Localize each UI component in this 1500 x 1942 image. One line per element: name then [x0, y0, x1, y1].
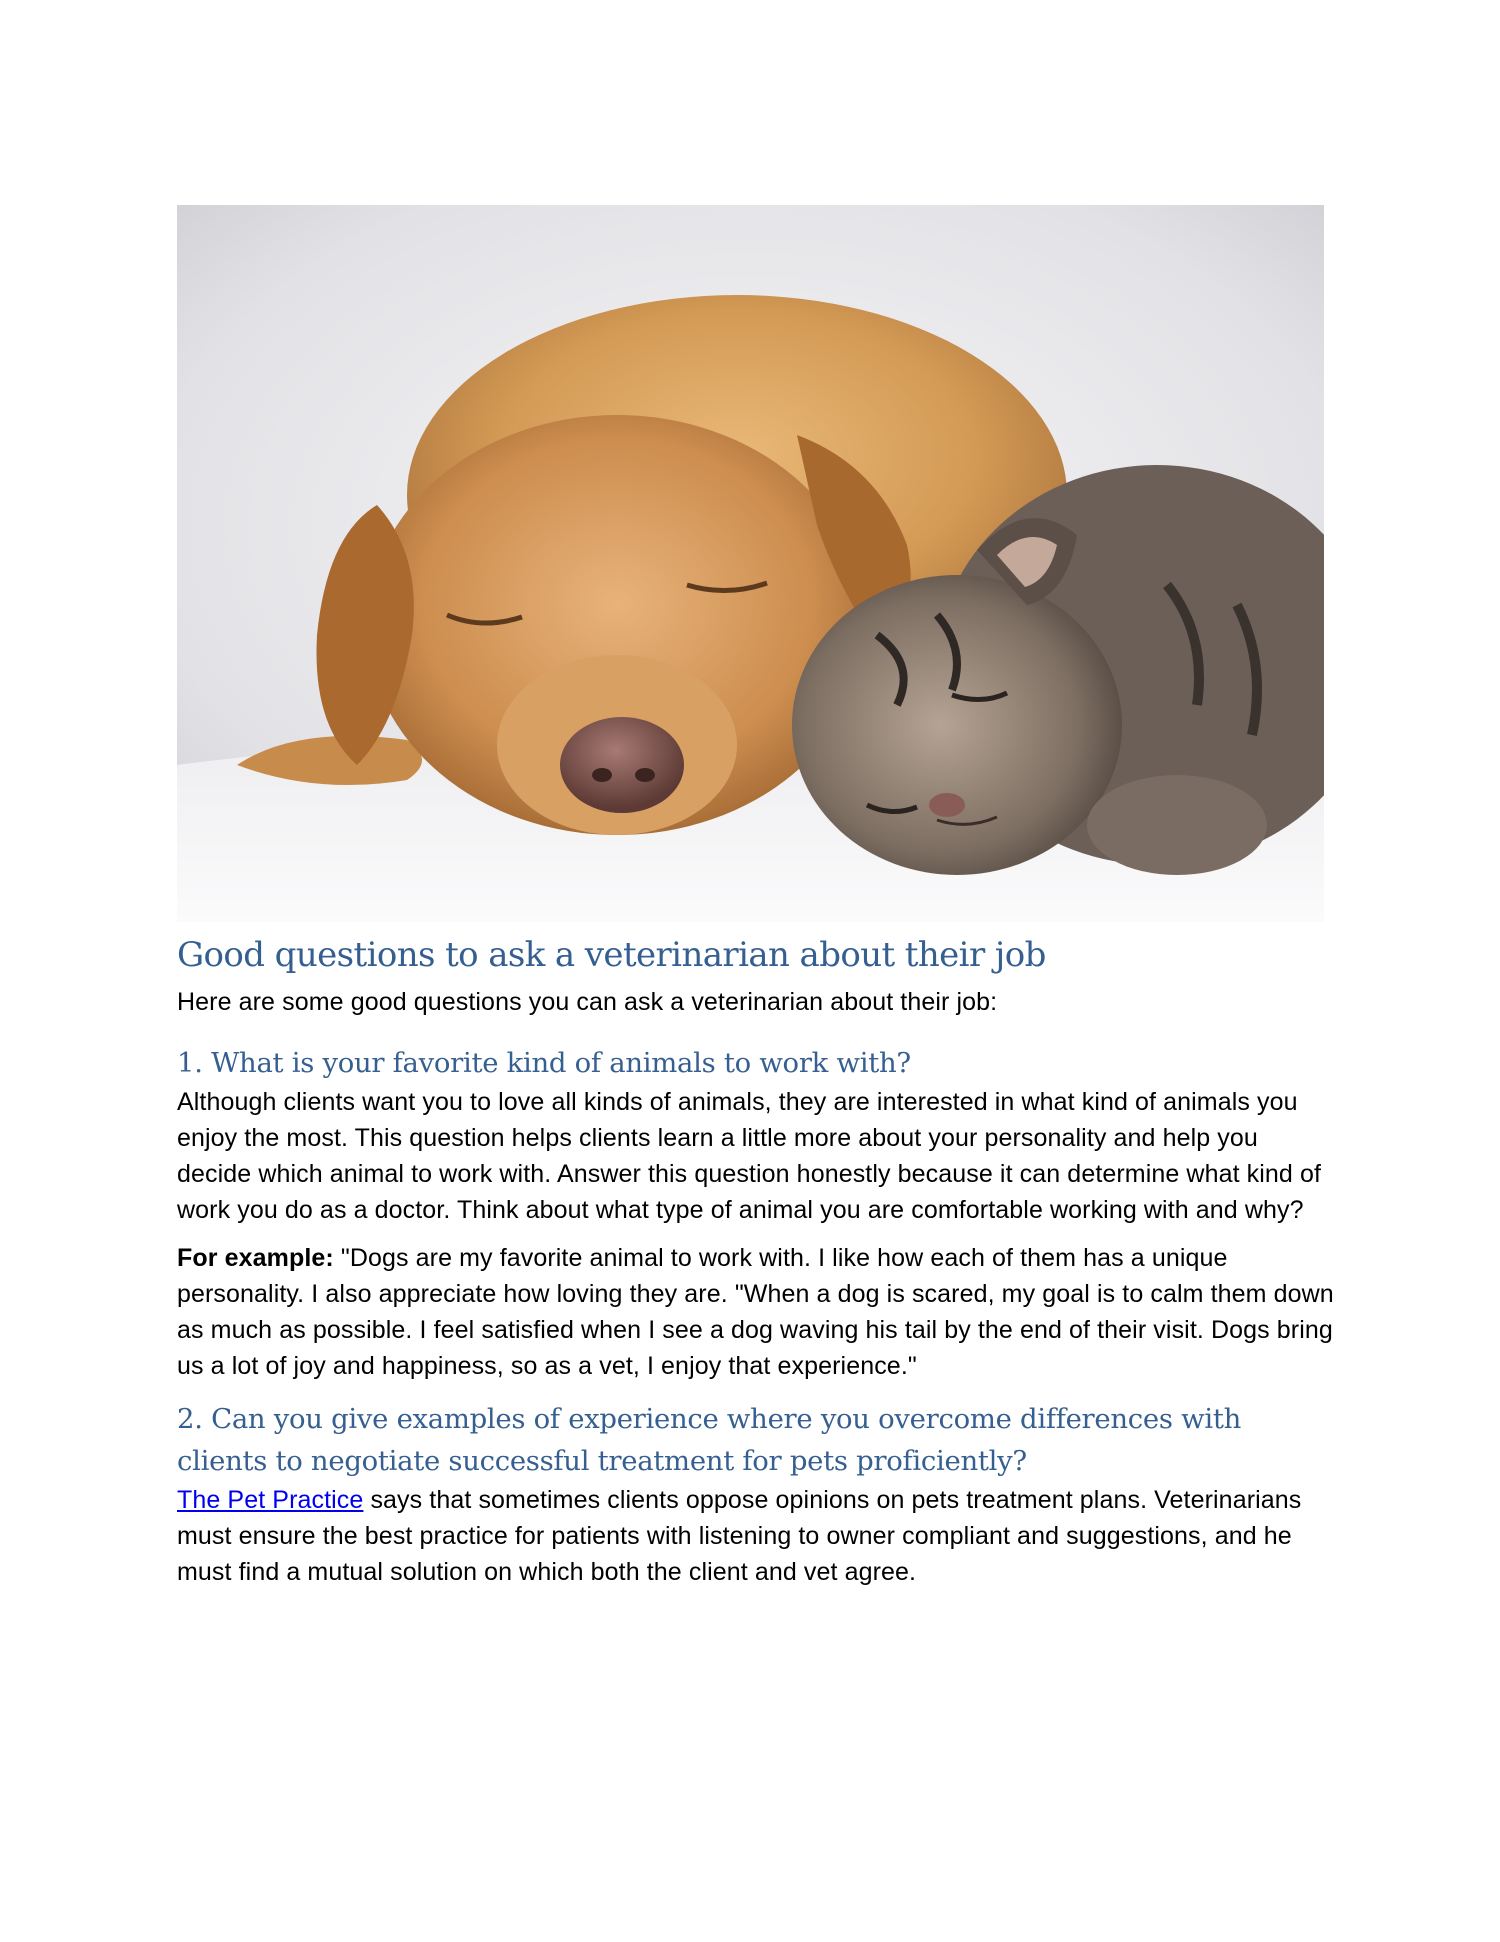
question-2-paragraph — [177, 1482, 1337, 1590]
puppy-kitten-photo — [177, 205, 1324, 922]
article-title: Good questions to ask a veterinarian about their job — [177, 935, 1046, 975]
question-1-heading: 1. What is your favorite kind of animals to work with? — [177, 1047, 911, 1079]
article-content — [177, 926, 1337, 1590]
article-intro: Here are some good questions you can ask a veterinarian about their job: — [177, 988, 998, 1016]
question-1-example — [177, 1240, 1337, 1384]
example-text: "Dogs are my favorite animal to work with. I like how each of them has a unique personality. I also appreciate how loving they are. "When a dog is scared, my goal is to calm them down as much as possible. I feel satisfied when I see a dog waving his tail by the end of their visit. Dogs bring us a lot of joy and happiness, so as a vet, I enjoy that experience." — [177, 1244, 1334, 1380]
question-2-paragraph-text: says that sometimes clients oppose opinions on pets treatment plans. Veterinarians must ensure the best practice for patients with listening to owner compliant and suggestions, and he must find a mutual solution on which both the client and vet agree. — [177, 1486, 1302, 1586]
question-2-heading: 2. Can you give examples of experience where you overcome differences with clients to negotiate successful treatment for pets proficiently? — [177, 1403, 1242, 1477]
example-label: For example: — [177, 1244, 334, 1272]
pet-practice-link[interactable]: The Pet Practice — [177, 1486, 364, 1514]
question-1-paragraph: Although clients want you to love all kinds of animals, they are interested in what kind of animals you enjoy the most. This question helps clients learn a little more about your personality and help you decide which animal to work with. Answer this question honestly because it can determine what kind of work you do as a doctor. Think about what type of animal you are comfortable working with and why? — [177, 1088, 1322, 1224]
